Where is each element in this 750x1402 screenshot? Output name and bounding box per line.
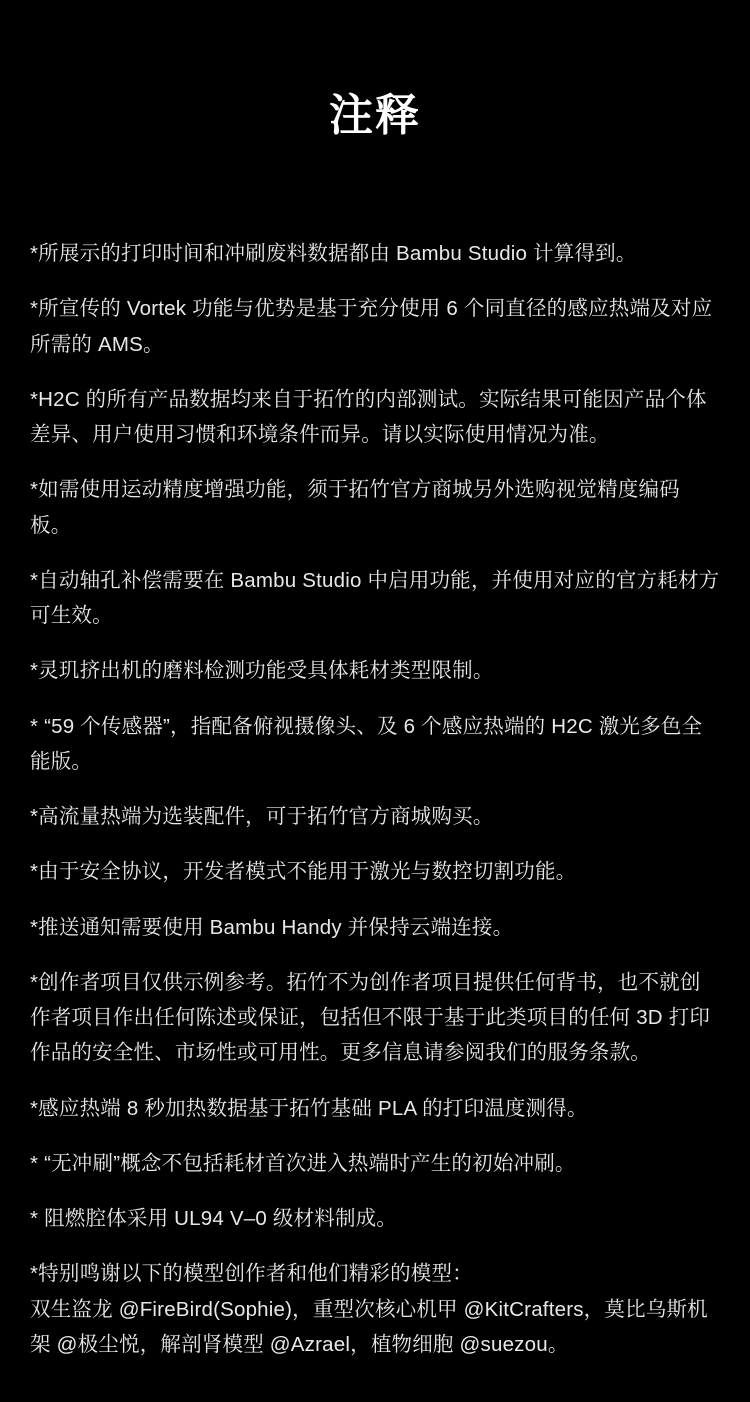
note-item: * “59 个传感器”，指配备俯视摄像头、及 6 个感应热端的 H2C 激光多色全能版。 [30,714,703,773]
credits-intro: *特别鸣谢以下的模型创作者和他们精彩的模型： [30,1262,473,1286]
note-item: *H2C 的所有产品数据均来自于拓竹的内部测试。实际结果可能因产品个体差异、用户使用习惯和环境条件而异。请以实际使用情况为准。 [30,387,707,447]
note-item: *如需使用运动精度增强功能，须于拓竹官方商城另外选购视觉精度编码板。 [30,478,680,537]
notes-list [0,184,750,1362]
note-item: *推送通知需要使用 Bambu Handy 并保持云端连接。 [30,915,514,939]
credits-block [30,1256,720,1362]
note-item: *灵玑挤出机的磨料检测功能受具体耗材类型限制。 [30,659,494,683]
note-item: *所宣传的 Vortek 功能与优势是基于充分使用 6 个同直径的感应热端及对应所需的 AMS。 [30,297,713,356]
note-item: *感应热端 8 秒加热数据基于拓竹基础 PLA 的打印温度测得。 [30,1096,588,1120]
note-item: *自动轴孔补偿需要在 Bambu Studio 中启用功能，并使用对应的官方耗材方可生效。 [30,568,720,628]
note-item: * 阻燃腔体采用 UL94 V–0 级材料制成。 [30,1207,398,1231]
note-item: *由于安全协议，开发者模式不能用于激光与数控切割功能。 [30,860,577,884]
page-title: 注释 [329,91,421,141]
notes-page [0,29,750,1402]
note-item: *所展示的打印时间和冲刷废料数据都由 Bambu Studio 计算得到。 [30,242,637,266]
note-item: *高流量热端为选装配件，可于拓竹官方商城购买。 [30,805,494,829]
note-item: * “无冲刷”概念不包括耗材首次进入热端时产生的初始冲刷。 [30,1151,576,1175]
credits-list: 双生盗龙 @FireBird(Sophie)，重型次核心机甲 @KitCrafters，莫比乌斯机架 @极尘悦，解剖肾模型 @Azrael，植物细胞 @suezou。 [30,1297,708,1356]
note-item: *创作者项目仅供示例参考。拓竹不为创作者项目提供任何背书，也不就创作者项目作出任何陈述或保证，包括但不限于基于此类项目的任何 3D 打印作品的安全性、市场性或可用性。更多信息请参阅我们的服务条款。 [30,970,711,1065]
